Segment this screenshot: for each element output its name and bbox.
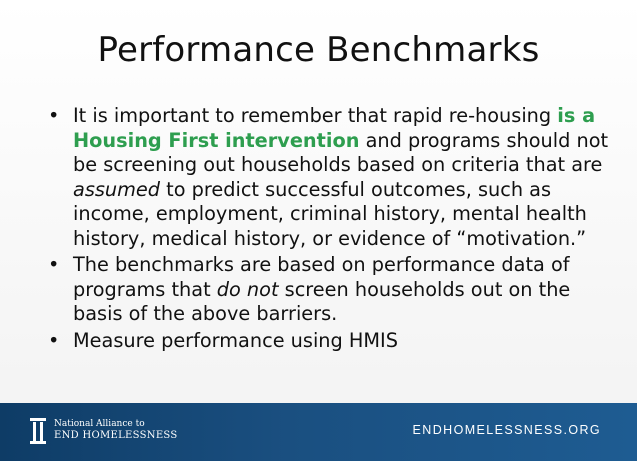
bullet-text <box>73 253 570 325</box>
logo-line-1: National Alliance to <box>54 419 145 429</box>
text-segment: It is important to remember that rapid re-housing <box>73 104 558 127</box>
text-segment: screen households out on the basis of the above barriers. <box>73 277 571 325</box>
bullet-item <box>48 104 618 251</box>
logo-text <box>54 418 178 442</box>
text-segment: The benchmarks are based on performance data of programs that <box>73 253 570 301</box>
text-segment: and programs should not be screening out households based on criteria that are <box>73 128 609 176</box>
organization-logo <box>28 415 178 445</box>
bullet-list <box>48 104 618 355</box>
italic-text: assumed <box>73 177 161 201</box>
bullet-marker: • <box>48 328 60 352</box>
bullet-item <box>48 329 618 354</box>
logo-line-2: END HOMELESSNESS <box>54 430 178 441</box>
footer-bar <box>0 403 637 461</box>
bullet-marker: • <box>48 253 60 276</box>
building-column-icon <box>28 415 48 445</box>
highlighted-text: is a Housing First intervention <box>73 104 596 152</box>
bullet-text <box>73 104 608 250</box>
bullet-item <box>48 253 618 327</box>
slide-title: Performance Benchmarks <box>97 30 540 70</box>
bullet-text <box>73 329 398 352</box>
bullet-marker: • <box>48 104 60 127</box>
website-url: ENDHOMELESSNESS.ORG <box>412 423 601 437</box>
text-segment: Measure performance using HMIS <box>73 328 398 352</box>
italic-text: do not <box>216 277 279 301</box>
text-segment: to predict successful outcomes, such as income, employment, criminal history, mental health history, medical history, or evidence of “motivation.” <box>73 177 587 250</box>
